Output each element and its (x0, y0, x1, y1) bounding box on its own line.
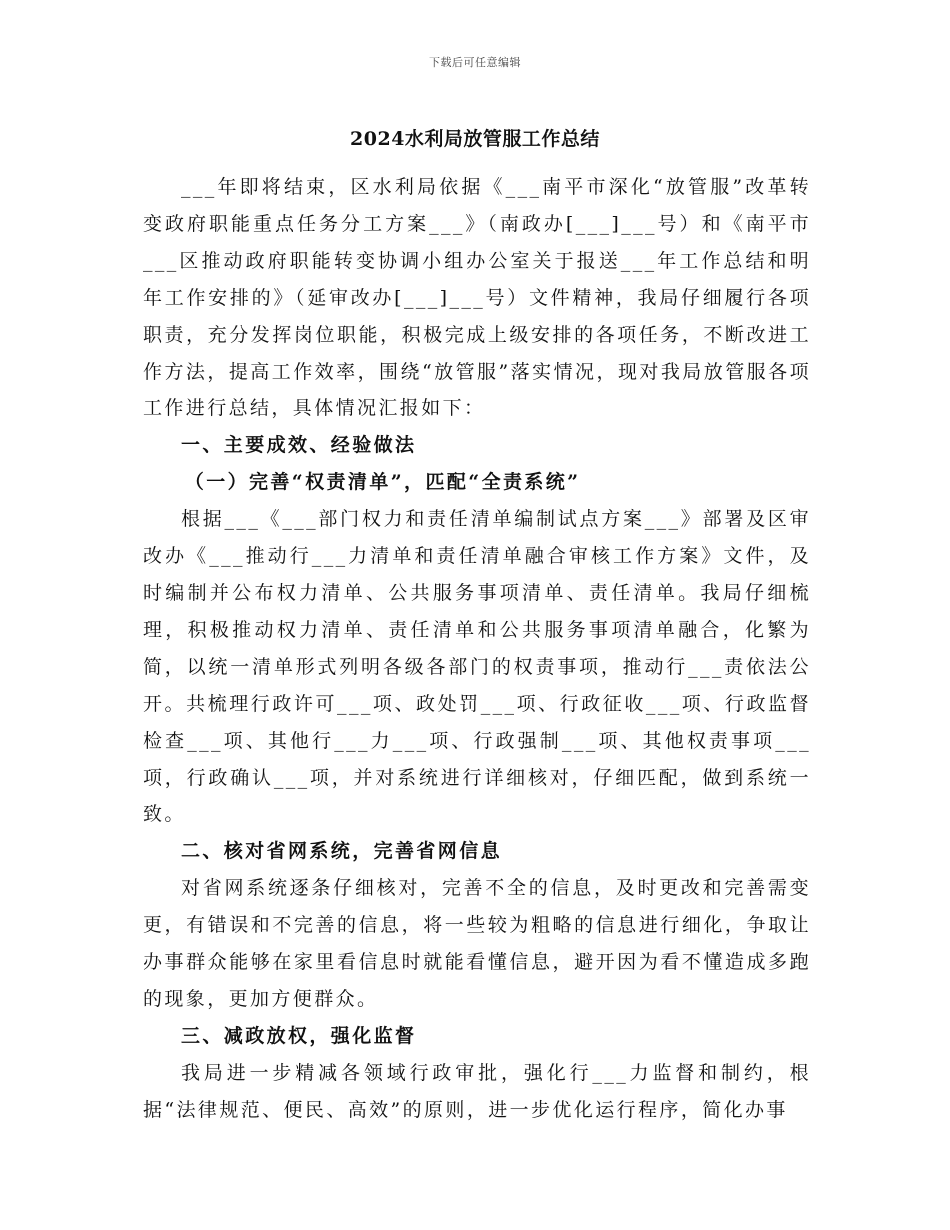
document-body (143, 169, 811, 1129)
section-1-paragraph: 根据___《___部门权力和责任清单编制试点方案___》部署及区审改办《___推动行___力清单和责任清单融合审核工作方案》文件，及时编制并公布权力清单、公共服务事项清单、责任清单。我局仔细梳理，积极推动权力清单、责任清单和公共服务事项清单融合，化繁为简，以统一清单形式列明各级各部门的权责事项，推动行___责依法公开。共梳理行政许可___项、政处罚___项、行政征收___项、行政监督检查___项、其他行___力___项、行政强制___项、其他权责事项___项，行政确认___项，并对系统进行详细核对，仔细匹配，做到系统一致。 (143, 508, 811, 826)
section-1-heading: 一、主要成效、经验做法 (181, 434, 417, 457)
section-3-heading: 三、减政放权，强化监督 (181, 1024, 417, 1047)
section-2-paragraph: 对省网系统逐条仔细核对，完善不全的信息，及时更改和完善需变更，有错误和不完善的信息，将一些较为粗略的信息进行细化，争取让办事群众能够在家里看信息时就能看懂信息，避开因为看不懂造成多跑的现象，更加方便群众。 (143, 877, 811, 1010)
page-header-note: 下载后可任意编辑 (429, 56, 521, 69)
section-1-subheading: （一）完善“权责清单”，匹配“全责系统” (184, 471, 581, 494)
intro-paragraph: ___年即将结束，区水利局依据《___南平市深化“放管服”改革转变政府职能重点任务分工方案___》（南政办[___]___号）和《南平市___区推动政府职能转变协调小组办公室关于报送___年工作总结和明年工作安排的》（延审改办[___]___号）文件精神，我局仔细履行各项职责，充分发挥岗位职能，积极完成上级安排的各项任务，不断改进工作方法，提高工作效率，围绕“放管服”落实情况，现对我局放管服各项工作进行总结，具体情况汇报如下： (143, 176, 811, 420)
document-title: 2024水利局放管服工作总结 (350, 128, 600, 150)
section-3-paragraph: 我局进一步精减各领域行政审批，强化行___力监督和制约，根据“法律规范、便民、高效”的原则，进一步优化运行程序，简化办事 (143, 1061, 811, 1121)
section-2-heading: 二、核对省网系统，完善省网信息 (181, 840, 503, 863)
